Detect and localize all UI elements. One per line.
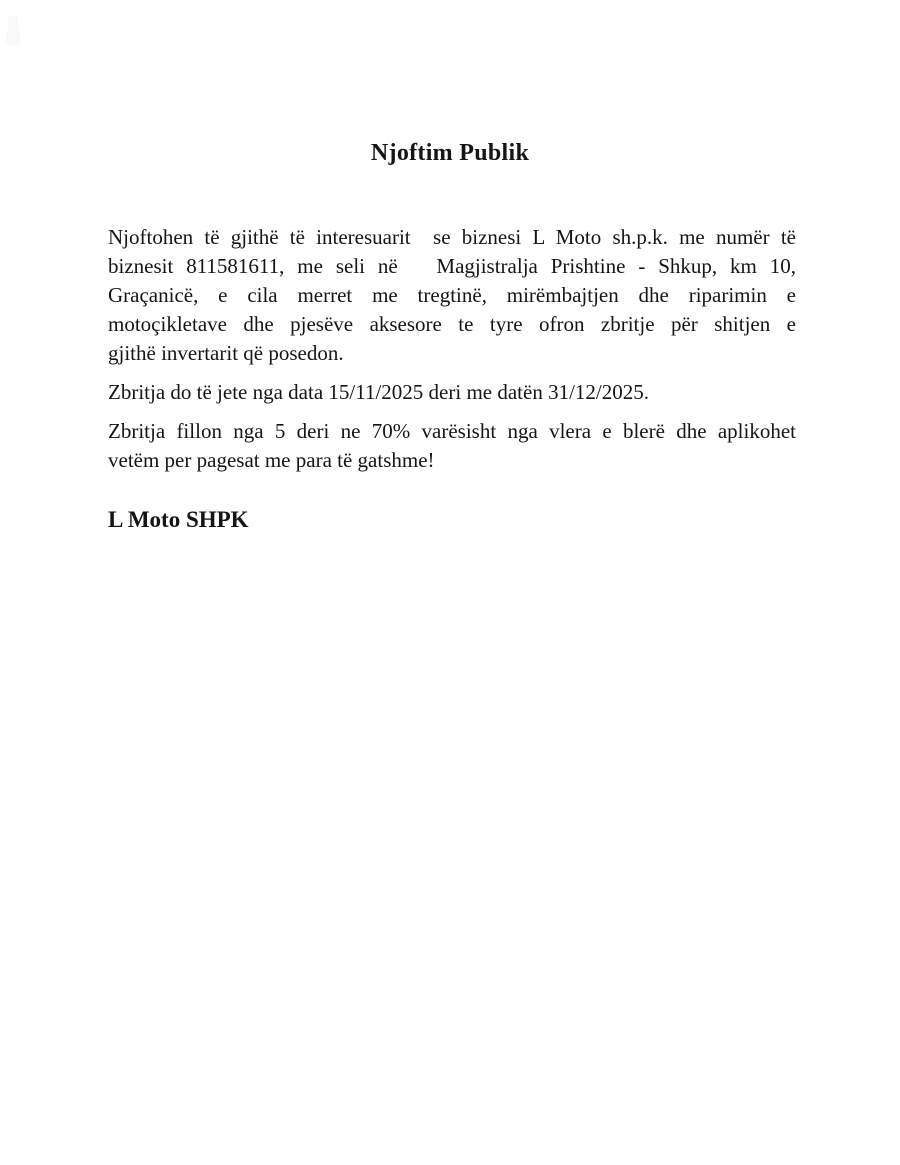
text-line: gjithë invertarit që posedon. — [108, 341, 344, 365]
scan-artifact — [6, 31, 20, 45]
signature: L Moto SHPK — [108, 507, 249, 532]
paragraph-discount — [108, 417, 796, 475]
paragraph-dates — [108, 378, 796, 407]
text-line: biznesit 811581611, me seli në Magjistralja Prishtine - Shkup, km 10, — [108, 254, 796, 278]
text-line: vetëm per pagesat me para të gatshme! — [108, 448, 435, 472]
text-line: Zbritja do të jete nga data 15/11/2025 deri me datën 31/12/2025. — [108, 380, 649, 404]
text-line: Graçanicë, e cila merret me tregtinë, mirëmbajtjen dhe riparimin e — [108, 283, 796, 307]
page-title: Njoftim Publik — [370, 140, 530, 166]
text-line: motoçikletave dhe pjesëve aksesore te tyre ofron zbritje për shitjen e — [108, 312, 796, 336]
scan-artifact — [8, 16, 18, 31]
text-line: Zbritja fillon nga 5 deri ne 70% varësisht nga vlera e blerë dhe aplikohet — [108, 419, 796, 443]
paragraph-intro — [108, 223, 796, 368]
text-line: Njoftohen të gjithë të interesuarit se biznesi L Moto sh.p.k. me numër të — [108, 225, 796, 249]
document-body — [108, 223, 796, 534]
